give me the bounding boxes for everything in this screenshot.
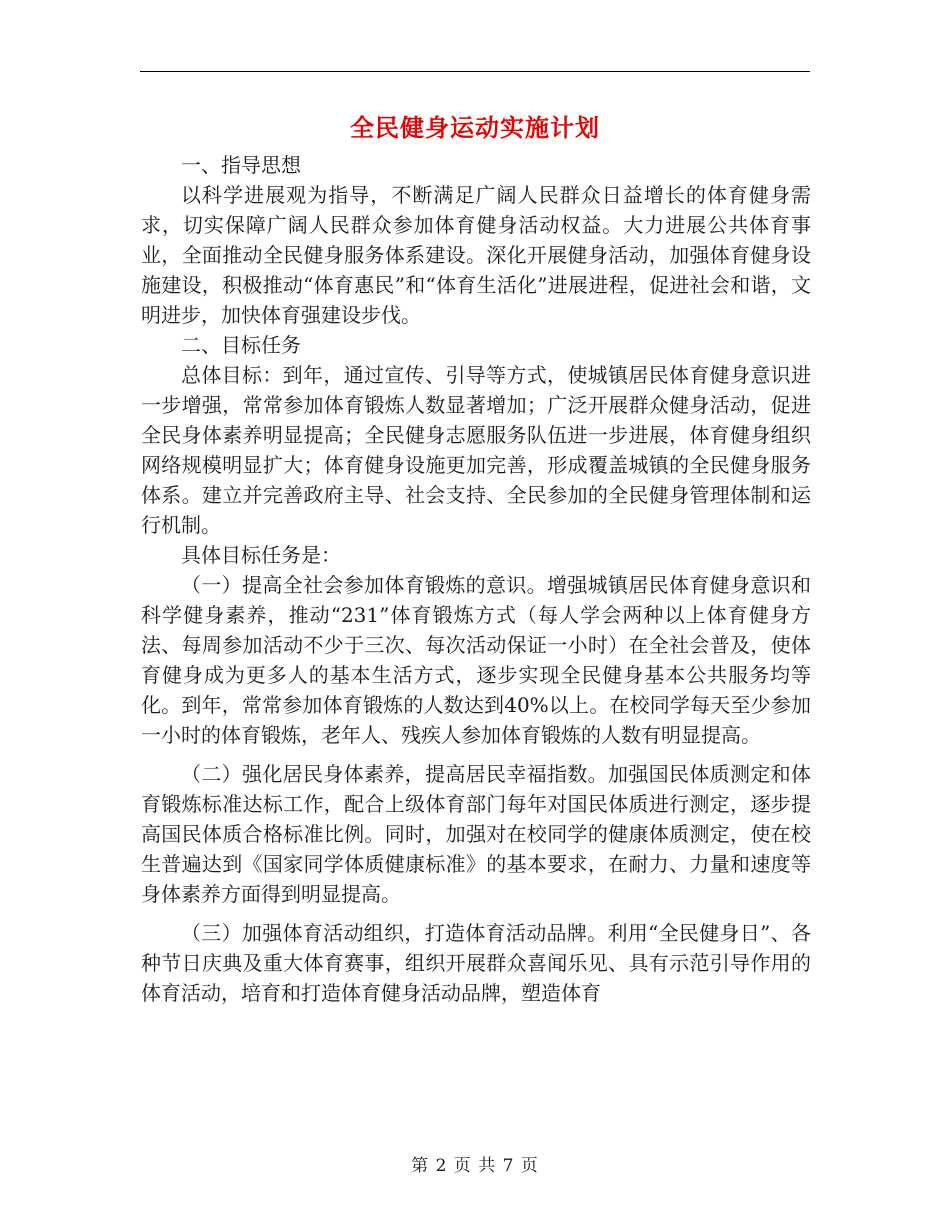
paragraph-specific-tasks-intro: 具体目标任务是： xyxy=(181,543,341,567)
paragraph-task-3: （三）加强体育活动组织，打造体育活动品牌。利用“全民健身日”、各种节日庆典及重大体育赛事，组织开展群众喜闻乐见、具有示范引导作用的体育活动，培育和打造体育健身活动品牌，塑造体育 xyxy=(141,921,811,1005)
page-number: 第 2 页 共 7 页 xyxy=(411,1156,539,1176)
header-rule xyxy=(140,71,810,72)
paragraph-overall-goal: 总体目标：到年，通过宣传、引导等方式，使城镇居民体育健身意识进一步增强，常常参加体育锻炼人数显著增加；广泛开展群众健身活动，促进全民身体素养明显提高；全民健身志愿服务队伍进一步进展，体育健身组织网络规模明显扩大；体育健身设施更加完善，形成覆盖城镇的全民健身服务体系。建立并完善政府主导、社会支持、全民参加的全民健身管理体制和运行机制。 xyxy=(141,363,811,537)
paragraph-guiding-ideology: 以科学进展观为指导，不断满足广阔人民群众日益增长的体育健身需求，切实保障广阔人民群众参加体育健身活动权益。大力进展公共体育事业，全面推动全民健身服务体系建设。深化开展健身活动，加强体育健身设施建设，积极推动“体育惠民”和“体育生活化”进展进程，促进社会和谐，文明进步，加快体育强建设步伐。 xyxy=(141,183,811,327)
paragraph-task-1: （一）提高全社会参加体育锻炼的意识。增强城镇居民体育健身意识和科学健身素养，推动“231”体育锻炼方式（每人学会两种以上体育健身方法、每周参加活动不少于三次、每次活动保证一小时）在全社会普及，使体育健身成为更多人的基本生活方式，逐步实现全民健身基本公共服务均等化。到年，常常参加体育锻炼的人数达到40%以上。在校同学每天至少参加一小时的体育锻炼，老年人、残疾人参加体育锻炼的人数有明显提高。 xyxy=(141,573,811,747)
document-title: 全民健身运动实施计划 xyxy=(350,113,600,142)
paragraph-task-2: （二）强化居民身体素养，提高居民幸福指数。加强国民体质测定和体育锻炼标准达标工作，配合上级体育部门每年对国民体质进行测定，逐步提高国民体质合格标准比例。同时，加强对在校同学的健康体质测定，使在校生普遍达到《国家同学体质健康标准》的基本要求，在耐力、力量和速度等身体素养方面得到明显提高。 xyxy=(141,762,811,906)
document-body xyxy=(141,150,811,1008)
section-heading-goals-tasks: 二、目标任务 xyxy=(181,333,301,357)
section-heading-guiding-ideology: 一、指导思想 xyxy=(181,153,301,177)
